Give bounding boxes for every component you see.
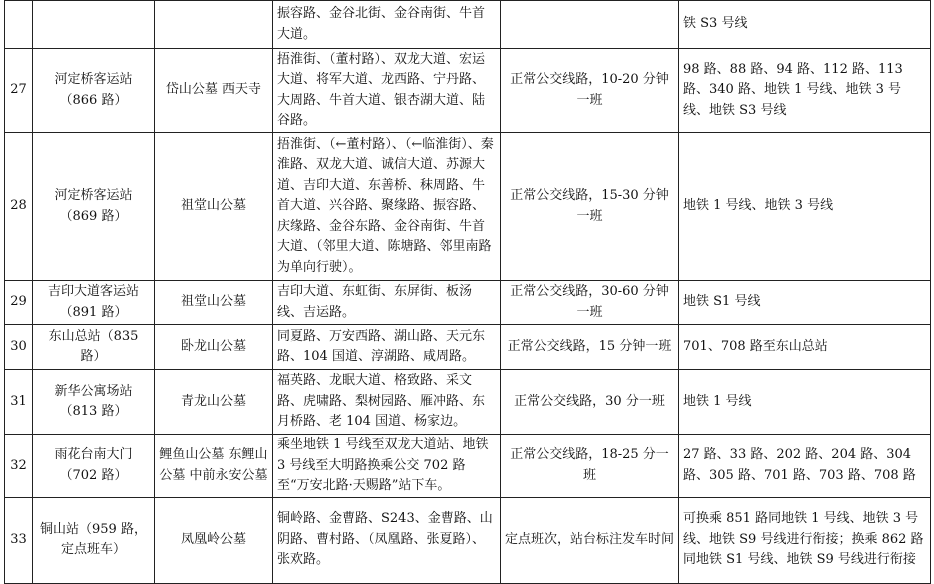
route-streets-cell: 乘坐地铁 1 号线至双龙大道站、地铁 3 号线至大明路换乘公交 702 路至“万安北路·天赐路”站下车。: [273, 435, 501, 498]
destination-cemetery-cell: 卧龙山公墓: [155, 325, 273, 370]
route-streets-cell: 振容路、金谷北街、金谷南街、牛首大道。: [273, 1, 501, 49]
origin-station-cell: 河定桥客运站（869 路）: [33, 133, 155, 281]
transfer-info-cell: 地铁 1 号线: [679, 370, 931, 435]
transfer-info-cell: 铁 S3 号线: [679, 1, 931, 49]
service-frequency-cell: 正常公交线路，18-25 分一班: [501, 435, 679, 498]
origin-station-cell: 铜山站（959 路，定点班车）: [33, 497, 155, 583]
row-number-cell: 32: [5, 435, 33, 498]
service-frequency-cell: 正常公交线路，10-20 分钟一班: [501, 49, 679, 133]
origin-station-cell: 东山总站（835 路）: [33, 325, 155, 370]
table-row: [5, 1, 931, 49]
route-streets-cell: 铜岭路、金曹路、S243、金曹路、山阴路、曹村路、（凤凰路、张夏路）、张欢路。: [273, 497, 501, 583]
transfer-info-cell: 98 路、88 路、94 路、112 路、113 路、340 路、地铁 1 号线、地铁 3 号线、地铁 S3 号线: [679, 49, 931, 133]
service-frequency-cell: 正常公交线路，15 分钟一班: [501, 325, 679, 370]
transfer-info-cell: 地铁 1 号线、地铁 3 号线: [679, 133, 931, 281]
origin-station-cell: 吉印大道客运站（891 路）: [33, 281, 155, 325]
table-row: [5, 497, 931, 583]
service-frequency-cell: 定点班次，站台标注发车时间: [501, 497, 679, 583]
row-number-cell: 31: [5, 370, 33, 435]
row-number-cell: 29: [5, 281, 33, 325]
route-streets-cell: 捂淮街、（董村路）、双龙大道、宏运大道、将军大道、龙西路、宁丹路、大周路、牛首大道、银杏湖大道、陆谷路。: [273, 49, 501, 133]
table-row: [5, 370, 931, 435]
transfer-info-cell: 27 路、33 路、202 路、204 路、304 路、305 路、701 路、703 路、708 路: [679, 435, 931, 498]
route-streets-cell: 吉印大道、东虹街、东屏街、板汤线、吉运路。: [273, 281, 501, 325]
table-body: [5, 1, 931, 584]
transfer-info-cell: 地铁 S1 号线: [679, 281, 931, 325]
table-row: [5, 49, 931, 133]
service-frequency-cell: 正常公交线路，30 分一班: [501, 370, 679, 435]
service-frequency-cell: [501, 1, 679, 49]
destination-cemetery-cell: 青龙山公墓: [155, 370, 273, 435]
row-number-cell: 27: [5, 49, 33, 133]
destination-cemetery-cell: 鲤鱼山公墓 东鲤山公墓 中前永安公墓: [155, 435, 273, 498]
origin-station-cell: 新华公寓场站（813 路）: [33, 370, 155, 435]
service-frequency-cell: 正常公交线路，15-30 分钟一班: [501, 133, 679, 281]
row-number-cell: 33: [5, 497, 33, 583]
table-row: [5, 325, 931, 370]
destination-cemetery-cell: 凤凰岭公墓: [155, 497, 273, 583]
destination-cemetery-cell: [155, 1, 273, 49]
table-row: [5, 281, 931, 325]
row-number-cell: 28: [5, 133, 33, 281]
row-number-cell: [5, 1, 33, 49]
destination-cemetery-cell: 祖堂山公墓: [155, 281, 273, 325]
table-row: [5, 435, 931, 498]
destination-cemetery-cell: 岱山公墓 西天寺: [155, 49, 273, 133]
bus-route-table: [4, 0, 931, 584]
origin-station-cell: 河定桥客运站（866 路）: [33, 49, 155, 133]
origin-station-cell: [33, 1, 155, 49]
route-streets-cell: 同夏路、万安西路、湖山路、天元东路、104 国道、淳湖路、咸周路。: [273, 325, 501, 370]
row-number-cell: 30: [5, 325, 33, 370]
route-streets-cell: 捂淮街、（←董村路）、（←临淮街）、秦淮路、双龙大道、诚信大道、苏源大道、吉印大道、东善桥、秣周路、牛首大道、兴谷路、聚缘路、振容路、庆缘路、金谷东路、金谷南街、牛首大道、（邻里大道、陈塘路、邻里南路为单向行驶）。: [273, 133, 501, 281]
transfer-info-cell: 701、708 路至东山总站: [679, 325, 931, 370]
service-frequency-cell: 正常公交线路，30-60 分钟一班: [501, 281, 679, 325]
route-streets-cell: 福英路、龙眠大道、格致路、采文路、虎啸路、梨树园路、雁冲路、东月桥路、老 104 国道、杨家边。: [273, 370, 501, 435]
origin-station-cell: 雨花台南大门（702 路）: [33, 435, 155, 498]
table-row: [5, 133, 931, 281]
transfer-info-cell: 可换乘 851 路同地铁 1 号线、地铁 3 号线、地铁 S9 号线进行衔接；换乘 862 路同地铁 S1 号线、地铁 S9 号线进行衔接: [679, 497, 931, 583]
destination-cemetery-cell: 祖堂山公墓: [155, 133, 273, 281]
